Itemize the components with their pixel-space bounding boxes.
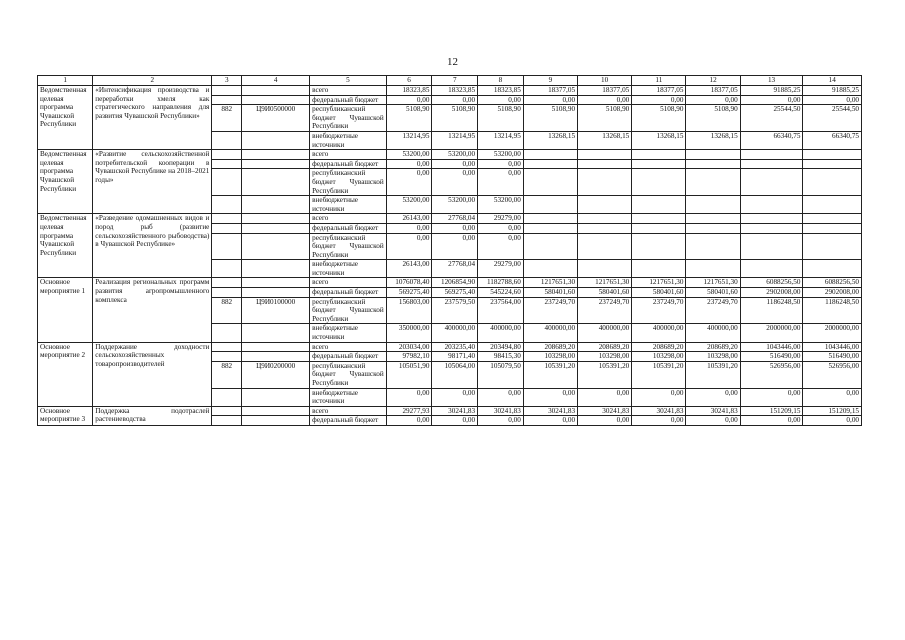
value-cell: 18323,85 xyxy=(432,86,478,96)
value-cell: 237249,70 xyxy=(578,297,632,324)
value-cell: 1182788,60 xyxy=(478,278,524,288)
funding-source-cell: федеральный бюджет xyxy=(310,223,387,233)
code-4-cell xyxy=(242,169,310,196)
value-cell: 27768,04 xyxy=(432,214,478,224)
value-cell: 0,00 xyxy=(632,95,686,105)
funding-source-cell: всего xyxy=(310,342,387,352)
value-cell: 0,00 xyxy=(686,95,740,105)
value-cell xyxy=(578,159,632,169)
value-cell: 237564,00 xyxy=(478,297,524,324)
value-cell: 18377,05 xyxy=(578,86,632,96)
value-cell: 91885,25 xyxy=(740,86,803,96)
value-cell xyxy=(632,169,686,196)
value-cell xyxy=(632,214,686,224)
value-cell: 0,00 xyxy=(386,223,432,233)
code-3-cell: 882 xyxy=(212,361,242,388)
value-cell xyxy=(686,159,740,169)
value-cell: 0,00 xyxy=(432,233,478,260)
code-4-cell xyxy=(242,131,310,149)
code-3-cell xyxy=(212,324,242,342)
value-cell xyxy=(686,150,740,160)
funding-source-cell: федеральный бюджет xyxy=(310,352,387,362)
value-cell: 25544,50 xyxy=(740,105,803,132)
value-cell: 208689,20 xyxy=(578,342,632,352)
value-cell xyxy=(803,159,862,169)
value-cell: 1076078,40 xyxy=(386,278,432,288)
value-cell: 0,00 xyxy=(432,159,478,169)
value-cell xyxy=(803,214,862,224)
value-cell: 1043446,00 xyxy=(803,342,862,352)
code-3-cell xyxy=(212,214,242,224)
value-cell xyxy=(686,169,740,196)
value-cell xyxy=(578,169,632,196)
code-3-cell: 882 xyxy=(212,105,242,132)
value-cell: 105391,20 xyxy=(632,361,686,388)
value-cell: 103298,00 xyxy=(632,352,686,362)
funding-source-cell: всего xyxy=(310,214,387,224)
code-3-cell xyxy=(212,95,242,105)
value-cell: 580401,60 xyxy=(632,288,686,298)
value-cell: 526956,00 xyxy=(803,361,862,388)
value-cell xyxy=(523,214,577,224)
value-cell: 53200,00 xyxy=(478,196,524,214)
value-cell: 0,00 xyxy=(523,388,577,406)
value-cell: 0,00 xyxy=(386,169,432,196)
value-cell: 6088256,50 xyxy=(740,278,803,288)
value-cell xyxy=(523,159,577,169)
code-3-cell xyxy=(212,131,242,149)
value-cell: 580401,60 xyxy=(523,288,577,298)
value-cell: 0,00 xyxy=(686,416,740,426)
value-cell: 0,00 xyxy=(578,416,632,426)
funding-source-cell: республиканский бюджет Чувашской Республики xyxy=(310,105,387,132)
value-cell: 13268,15 xyxy=(686,131,740,149)
value-cell xyxy=(803,223,862,233)
value-cell: 516490,00 xyxy=(740,352,803,362)
program-name-cell: Основное мероприятие 1 xyxy=(38,278,93,342)
value-cell: 0,00 xyxy=(740,388,803,406)
value-cell: 0,00 xyxy=(740,95,803,105)
value-cell: 545224,60 xyxy=(478,288,524,298)
column-header-3: 3 xyxy=(212,76,242,86)
code-4-cell xyxy=(242,342,310,352)
value-cell xyxy=(523,196,577,214)
code-4-cell xyxy=(242,406,310,416)
value-cell: 0,00 xyxy=(803,416,862,426)
value-cell xyxy=(686,223,740,233)
code-4-cell: Ц9И0100000 xyxy=(242,297,310,324)
value-cell: 569275,40 xyxy=(432,288,478,298)
funding-source-cell: республиканский бюджет Чувашской Республики xyxy=(310,233,387,260)
value-cell: 400000,00 xyxy=(432,324,478,342)
table-row xyxy=(38,150,862,160)
value-cell: 30241,83 xyxy=(632,406,686,416)
value-cell xyxy=(632,159,686,169)
value-cell: 5108,90 xyxy=(478,105,524,132)
value-cell: 0,00 xyxy=(478,233,524,260)
value-cell: 1217651,30 xyxy=(578,278,632,288)
value-cell: 151209,15 xyxy=(803,406,862,416)
value-cell xyxy=(632,150,686,160)
value-cell: 98171,40 xyxy=(432,352,478,362)
value-cell: 18377,05 xyxy=(686,86,740,96)
value-cell: 5108,90 xyxy=(432,105,478,132)
value-cell: 2902008,00 xyxy=(740,288,803,298)
program-name-cell: Основное мероприятие 2 xyxy=(38,342,93,406)
value-cell xyxy=(578,223,632,233)
value-cell: 2902008,00 xyxy=(803,288,862,298)
column-header-12: 12 xyxy=(686,76,740,86)
funding-source-cell: всего xyxy=(310,86,387,96)
value-cell: 0,00 xyxy=(432,95,478,105)
value-cell: 1217651,30 xyxy=(632,278,686,288)
funding-source-cell: федеральный бюджет xyxy=(310,288,387,298)
value-cell: 151209,15 xyxy=(740,406,803,416)
value-cell: 13268,15 xyxy=(523,131,577,149)
value-cell: 105064,00 xyxy=(432,361,478,388)
value-cell xyxy=(740,233,803,260)
value-cell: 91885,25 xyxy=(803,86,862,96)
value-cell: 0,00 xyxy=(523,416,577,426)
value-cell: 0,00 xyxy=(803,388,862,406)
value-cell: 1217651,30 xyxy=(523,278,577,288)
value-cell: 103298,00 xyxy=(578,352,632,362)
value-cell: 0,00 xyxy=(386,388,432,406)
value-cell: 516490,00 xyxy=(803,352,862,362)
value-cell xyxy=(740,159,803,169)
value-cell xyxy=(523,233,577,260)
code-3-cell xyxy=(212,260,242,278)
value-cell: 30241,83 xyxy=(686,406,740,416)
code-3-cell xyxy=(212,159,242,169)
value-cell: 18377,05 xyxy=(523,86,577,96)
value-cell xyxy=(632,196,686,214)
funding-source-cell: республиканский бюджет Чувашской Республики xyxy=(310,361,387,388)
value-cell: 0,00 xyxy=(386,159,432,169)
value-cell: 27768,04 xyxy=(432,260,478,278)
code-3-cell xyxy=(212,406,242,416)
code-4-cell xyxy=(242,150,310,160)
value-cell: 1186248,50 xyxy=(803,297,862,324)
value-cell: 569275,40 xyxy=(386,288,432,298)
value-cell: 0,00 xyxy=(478,388,524,406)
value-cell: 97982,10 xyxy=(386,352,432,362)
value-cell: 0,00 xyxy=(478,159,524,169)
column-header-5: 5 xyxy=(310,76,387,86)
value-cell xyxy=(686,260,740,278)
table-row xyxy=(38,278,862,288)
value-cell: 1217651,30 xyxy=(686,278,740,288)
code-4-cell xyxy=(242,278,310,288)
table-row xyxy=(38,342,862,352)
value-cell: 1186248,50 xyxy=(740,297,803,324)
column-header-7: 7 xyxy=(432,76,478,86)
page-number: 12 xyxy=(447,56,458,68)
code-4-cell xyxy=(242,214,310,224)
value-cell xyxy=(740,223,803,233)
funding-source-cell: внебюджетные источники xyxy=(310,260,387,278)
value-cell: 105391,20 xyxy=(686,361,740,388)
value-cell xyxy=(578,196,632,214)
funding-source-cell: всего xyxy=(310,278,387,288)
funding-source-cell: федеральный бюджет xyxy=(310,95,387,105)
value-cell xyxy=(740,260,803,278)
value-cell: 156803,00 xyxy=(386,297,432,324)
value-cell: 30241,83 xyxy=(578,406,632,416)
value-cell: 26143,00 xyxy=(386,214,432,224)
value-cell: 6088256,50 xyxy=(803,278,862,288)
funding-source-cell: федеральный бюджет xyxy=(310,159,387,169)
value-cell: 0,00 xyxy=(686,388,740,406)
value-cell xyxy=(686,233,740,260)
value-cell: 5108,90 xyxy=(578,105,632,132)
value-cell xyxy=(523,150,577,160)
value-cell: 29279,00 xyxy=(478,260,524,278)
program-name-cell: Ведомственная целевая программа Чувашской Республики xyxy=(38,86,93,150)
code-3-cell xyxy=(212,416,242,426)
value-cell: 237249,70 xyxy=(686,297,740,324)
value-cell xyxy=(740,150,803,160)
value-cell: 203034,00 xyxy=(386,342,432,352)
code-4-cell xyxy=(242,352,310,362)
column-header-4: 4 xyxy=(242,76,310,86)
column-header-14: 14 xyxy=(803,76,862,86)
value-cell: 0,00 xyxy=(803,95,862,105)
value-cell: 0,00 xyxy=(386,233,432,260)
value-cell: 26143,00 xyxy=(386,260,432,278)
code-3-cell xyxy=(212,196,242,214)
value-cell: 5108,90 xyxy=(386,105,432,132)
program-description-cell: «Разведение одомашненных видов и пород рыб (развитие сельскохозяйственного рыбоводства) в Чувашской Республике» xyxy=(93,214,212,278)
value-cell: 208689,20 xyxy=(686,342,740,352)
code-4-cell xyxy=(242,95,310,105)
value-cell: 105391,20 xyxy=(578,361,632,388)
value-cell xyxy=(740,169,803,196)
value-cell xyxy=(803,150,862,160)
value-cell xyxy=(686,214,740,224)
code-4-cell xyxy=(242,86,310,96)
value-cell xyxy=(523,169,577,196)
program-description-cell: Поддержка подотраслей растениеводства xyxy=(93,406,212,425)
program-description-cell: «Интенсификация производства и переработки хмеля как стратегического направления для развития Чувашской Республики» xyxy=(93,86,212,150)
code-3-cell xyxy=(212,288,242,298)
column-header-9: 9 xyxy=(523,76,577,86)
program-description-cell: Реализация региональных программ развития агропромышленного комплекса xyxy=(93,278,212,342)
value-cell: 53200,00 xyxy=(386,196,432,214)
value-cell xyxy=(686,196,740,214)
column-header-2: 2 xyxy=(93,76,212,86)
code-3-cell xyxy=(212,233,242,260)
value-cell: 30241,83 xyxy=(478,406,524,416)
value-cell: 66340,75 xyxy=(740,131,803,149)
value-cell: 0,00 xyxy=(523,95,577,105)
funding-source-cell: внебюджетные источники xyxy=(310,324,387,342)
funding-source-cell: внебюджетные источники xyxy=(310,131,387,149)
code-3-cell xyxy=(212,342,242,352)
value-cell: 29279,00 xyxy=(478,214,524,224)
value-cell: 237249,70 xyxy=(523,297,577,324)
value-cell: 0,00 xyxy=(478,95,524,105)
code-4-cell xyxy=(242,233,310,260)
value-cell xyxy=(632,233,686,260)
value-cell: 25544,50 xyxy=(803,105,862,132)
value-cell xyxy=(740,214,803,224)
code-4-cell xyxy=(242,196,310,214)
code-4-cell: Ц9И0200000 xyxy=(242,361,310,388)
funding-source-cell: внебюджетные источники xyxy=(310,388,387,406)
value-cell: 103298,00 xyxy=(523,352,577,362)
value-cell: 203494,80 xyxy=(478,342,524,352)
value-cell: 0,00 xyxy=(432,416,478,426)
value-cell: 0,00 xyxy=(632,416,686,426)
code-3-cell xyxy=(212,388,242,406)
table-row xyxy=(38,406,862,416)
code-4-cell xyxy=(242,416,310,426)
value-cell: 30241,83 xyxy=(432,406,478,416)
funding-source-cell: всего xyxy=(310,406,387,416)
value-cell: 0,00 xyxy=(632,388,686,406)
value-cell xyxy=(578,233,632,260)
value-cell: 2000000,00 xyxy=(803,324,862,342)
code-4-cell xyxy=(242,388,310,406)
value-cell: 18323,85 xyxy=(386,86,432,96)
value-cell: 53200,00 xyxy=(386,150,432,160)
value-cell: 400000,00 xyxy=(478,324,524,342)
code-3-cell xyxy=(212,278,242,288)
value-cell: 13214,95 xyxy=(386,131,432,149)
program-name-cell: Ведомственная целевая программа Чувашской Республики xyxy=(38,150,93,214)
code-4-cell: Ц9И0500000 xyxy=(242,105,310,132)
value-cell: 5108,90 xyxy=(523,105,577,132)
code-3-cell xyxy=(212,352,242,362)
value-cell xyxy=(578,150,632,160)
program-name-cell: Ведомственная целевая программа Чувашской Республики xyxy=(38,214,93,278)
value-cell: 13214,95 xyxy=(432,131,478,149)
header-row xyxy=(38,76,862,86)
value-cell: 0,00 xyxy=(386,95,432,105)
value-cell: 105079,50 xyxy=(478,361,524,388)
column-header-8: 8 xyxy=(478,76,524,86)
value-cell: 526956,00 xyxy=(740,361,803,388)
value-cell: 105391,20 xyxy=(523,361,577,388)
code-4-cell xyxy=(242,223,310,233)
value-cell xyxy=(803,169,862,196)
value-cell: 350000,00 xyxy=(386,324,432,342)
table-row xyxy=(38,214,862,224)
value-cell: 0,00 xyxy=(578,95,632,105)
value-cell xyxy=(803,196,862,214)
value-cell xyxy=(578,260,632,278)
code-3-cell xyxy=(212,169,242,196)
value-cell: 53200,00 xyxy=(432,196,478,214)
value-cell xyxy=(803,233,862,260)
column-header-13: 13 xyxy=(740,76,803,86)
code-3-cell xyxy=(212,150,242,160)
code-3-cell xyxy=(212,86,242,96)
value-cell: 53200,00 xyxy=(478,150,524,160)
budget-table xyxy=(37,75,862,426)
column-header-6: 6 xyxy=(386,76,432,86)
program-name-cell: Основное мероприятие 3 xyxy=(38,406,93,425)
code-3-cell xyxy=(212,223,242,233)
value-cell xyxy=(523,260,577,278)
value-cell xyxy=(632,223,686,233)
program-description-cell: Поддержание доходности сельскохозяйственных товаропроизводителей xyxy=(93,342,212,406)
value-cell: 208689,20 xyxy=(632,342,686,352)
value-cell xyxy=(523,223,577,233)
value-cell: 1043446,00 xyxy=(740,342,803,352)
column-header-1: 1 xyxy=(38,76,93,86)
value-cell: 400000,00 xyxy=(632,324,686,342)
code-4-cell xyxy=(242,288,310,298)
value-cell: 0,00 xyxy=(432,223,478,233)
value-cell: 400000,00 xyxy=(578,324,632,342)
value-cell xyxy=(740,196,803,214)
value-cell: 400000,00 xyxy=(686,324,740,342)
value-cell xyxy=(803,260,862,278)
value-cell: 30241,83 xyxy=(523,406,577,416)
value-cell: 0,00 xyxy=(432,388,478,406)
value-cell: 29277,93 xyxy=(386,406,432,416)
value-cell: 66340,75 xyxy=(803,131,862,149)
value-cell: 13214,95 xyxy=(478,131,524,149)
funding-source-cell: республиканский бюджет Чувашской Республики xyxy=(310,297,387,324)
value-cell: 5108,90 xyxy=(632,105,686,132)
value-cell: 13268,15 xyxy=(632,131,686,149)
value-cell: 0,00 xyxy=(740,416,803,426)
program-description-cell: «Развитие сельскохозяйственной потребительской кооперации в Чувашской Республике на 2018–2021 годы» xyxy=(93,150,212,214)
table-row xyxy=(38,86,862,96)
code-4-cell xyxy=(242,159,310,169)
value-cell: 237579,50 xyxy=(432,297,478,324)
value-cell: 237249,70 xyxy=(632,297,686,324)
funding-source-cell: внебюджетные источники xyxy=(310,196,387,214)
value-cell: 18377,05 xyxy=(632,86,686,96)
value-cell: 98415,30 xyxy=(478,352,524,362)
value-cell: 0,00 xyxy=(478,169,524,196)
value-cell: 103298,00 xyxy=(686,352,740,362)
value-cell: 0,00 xyxy=(386,416,432,426)
value-cell: 580401,60 xyxy=(578,288,632,298)
value-cell: 0,00 xyxy=(432,169,478,196)
column-header-10: 10 xyxy=(578,76,632,86)
funding-source-cell: республиканский бюджет Чувашской Республики xyxy=(310,169,387,196)
funding-source-cell: федеральный бюджет xyxy=(310,416,387,426)
value-cell: 400000,00 xyxy=(523,324,577,342)
value-cell: 0,00 xyxy=(478,416,524,426)
value-cell: 105051,90 xyxy=(386,361,432,388)
column-header-11: 11 xyxy=(632,76,686,86)
code-4-cell xyxy=(242,260,310,278)
value-cell: 203235,40 xyxy=(432,342,478,352)
value-cell: 53200,00 xyxy=(432,150,478,160)
value-cell: 1206854,90 xyxy=(432,278,478,288)
value-cell: 0,00 xyxy=(578,388,632,406)
value-cell: 18323,85 xyxy=(478,86,524,96)
value-cell: 2000000,00 xyxy=(740,324,803,342)
value-cell: 13268,15 xyxy=(578,131,632,149)
value-cell: 0,00 xyxy=(478,223,524,233)
value-cell: 5108,90 xyxy=(686,105,740,132)
value-cell: 208689,20 xyxy=(523,342,577,352)
code-4-cell xyxy=(242,324,310,342)
code-3-cell: 882 xyxy=(212,297,242,324)
value-cell xyxy=(632,260,686,278)
value-cell: 580401,60 xyxy=(686,288,740,298)
value-cell xyxy=(578,214,632,224)
funding-source-cell: всего xyxy=(310,150,387,160)
